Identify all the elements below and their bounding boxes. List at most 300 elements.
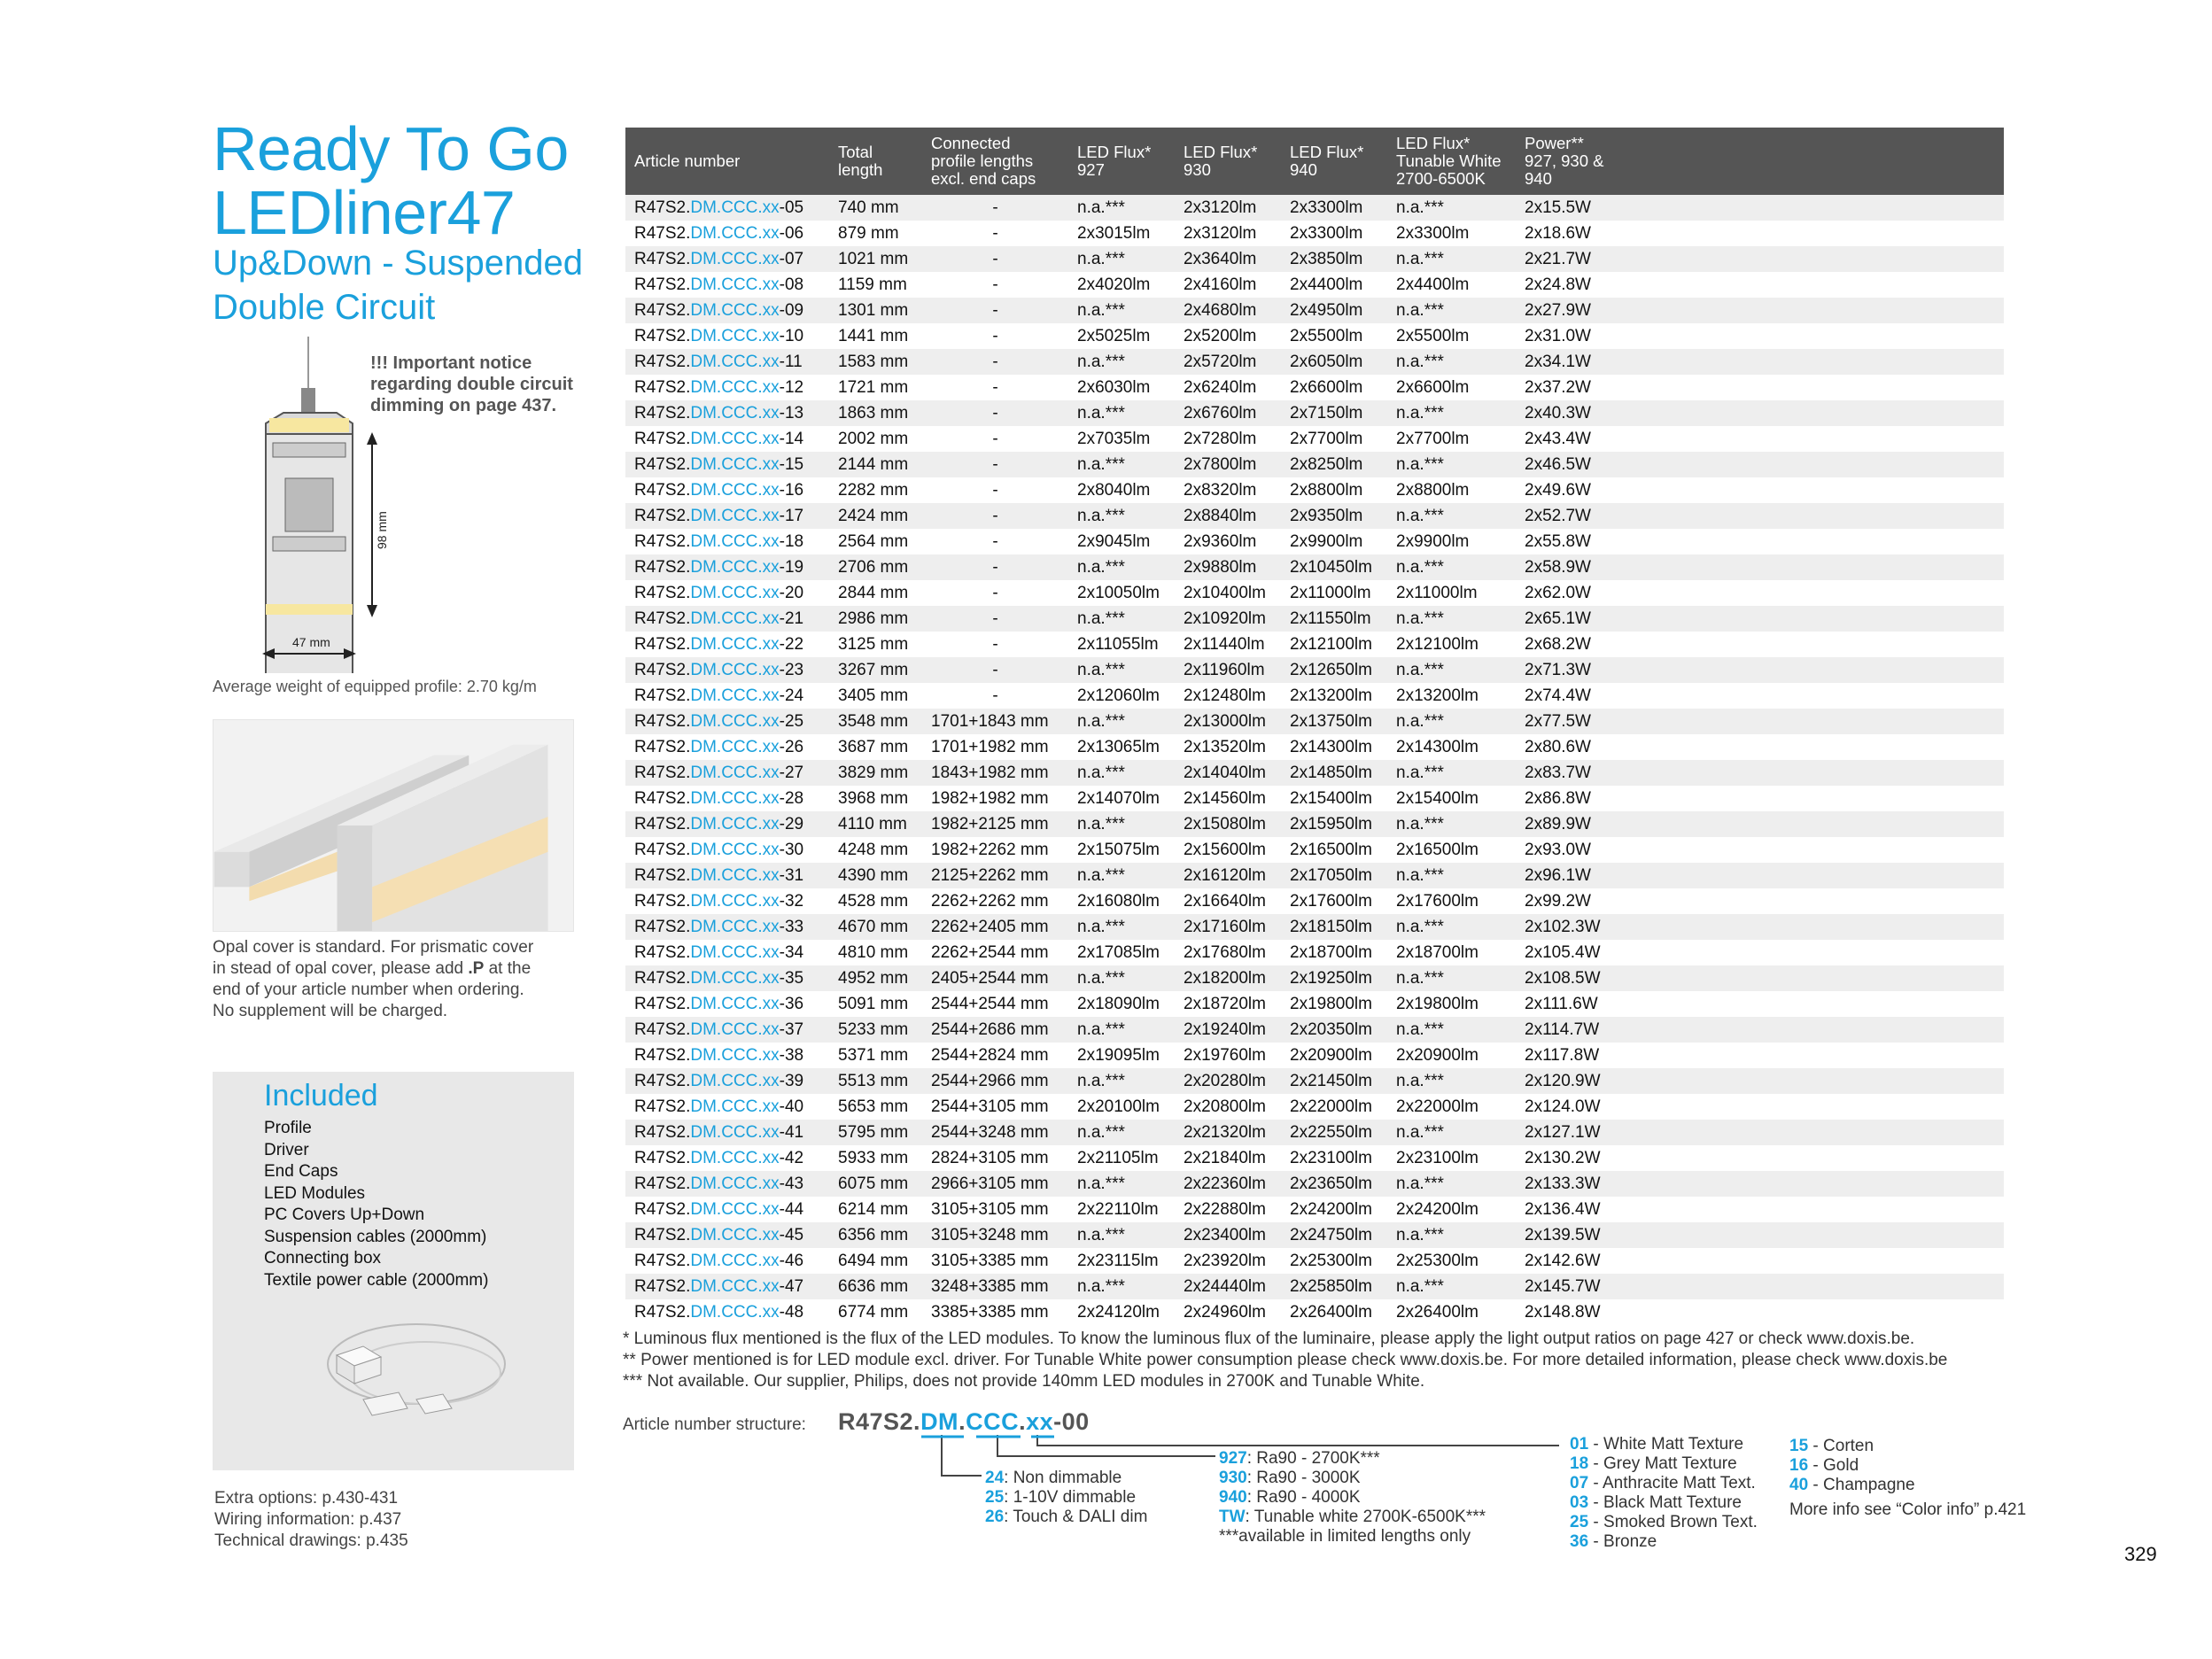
- header-length: Total length: [829, 128, 922, 195]
- cell-article: R47S2.DM.CCC.xx-28: [625, 786, 829, 811]
- cell-length: 2424 mm: [829, 503, 922, 529]
- cell-flux-940: 2x4950lm: [1281, 298, 1387, 323]
- cell-connected: -: [922, 683, 1068, 709]
- cell-power: 2x142.6W: [1516, 1248, 2004, 1274]
- table-row: [625, 477, 2004, 503]
- cell-power: 2x83.7W: [1516, 760, 2004, 786]
- cell-connected: 2544+2824 mm: [922, 1043, 1068, 1068]
- table-row: [625, 503, 2004, 529]
- cell-connected: 2405+2544 mm: [922, 965, 1068, 991]
- cell-connected: 2544+3105 mm: [922, 1094, 1068, 1120]
- table-row: [625, 400, 2004, 426]
- cell-length: 4390 mm: [829, 863, 922, 888]
- cell-flux-930: 2x9880lm: [1175, 554, 1281, 580]
- cell-connected: 2544+3248 mm: [922, 1120, 1068, 1145]
- table-row: [625, 323, 2004, 349]
- cell-flux-940: 2x5500lm: [1281, 323, 1387, 349]
- dimming-legend: [985, 1469, 1147, 1527]
- cell-length: 3548 mm: [829, 709, 922, 734]
- cell-flux-tw: n.a.***: [1387, 1120, 1516, 1145]
- cell-length: 2844 mm: [829, 580, 922, 606]
- included-item: Textile power cable (2000mm): [264, 1270, 489, 1290]
- cell-flux-tw: n.a.***: [1387, 452, 1516, 477]
- cell-flux-tw: n.a.***: [1387, 298, 1516, 323]
- cell-connected: 1843+1982 mm: [922, 760, 1068, 786]
- cell-connected: -: [922, 195, 1068, 221]
- cell-flux-927: 2x22110lm: [1068, 1197, 1175, 1222]
- cell-length: 5091 mm: [829, 991, 922, 1017]
- cell-length: 3829 mm: [829, 760, 922, 786]
- cell-flux-tw: n.a.***: [1387, 606, 1516, 632]
- table-row: [625, 606, 2004, 632]
- cell-flux-tw: n.a.***: [1387, 965, 1516, 991]
- cell-flux-940: 2x3300lm: [1281, 195, 1387, 221]
- cell-power: 2x52.7W: [1516, 503, 2004, 529]
- cell-power: 2x139.5W: [1516, 1222, 2004, 1248]
- cell-power: 2x133.3W: [1516, 1171, 2004, 1197]
- table-row: [625, 1043, 2004, 1068]
- table-header-row: [625, 128, 2004, 195]
- cell-flux-927: n.a.***: [1068, 298, 1175, 323]
- cell-power: 2x86.8W: [1516, 786, 2004, 811]
- cell-connected: -: [922, 400, 1068, 426]
- header-article: Article number: [625, 128, 829, 195]
- included-item: End Caps: [264, 1162, 338, 1181]
- cell-power: 2x74.4W: [1516, 683, 2004, 709]
- cell-connected: 3385+3385 mm: [922, 1299, 1068, 1325]
- cell-length: 1159 mm: [829, 272, 922, 298]
- code-color: xx: [1026, 1408, 1054, 1435]
- cell-flux-930: 2x5720lm: [1175, 349, 1281, 375]
- cell-flux-930: 2x11440lm: [1175, 632, 1281, 657]
- cell-flux-930: 2x3640lm: [1175, 246, 1281, 272]
- cell-connected: 2262+2405 mm: [922, 914, 1068, 940]
- included-title: Included: [264, 1079, 378, 1112]
- legend-note: ***available in limited lengths only: [1219, 1527, 1471, 1546]
- cell-article: R47S2.DM.CCC.xx-36: [625, 991, 829, 1017]
- cell-length: 879 mm: [829, 221, 922, 246]
- page-number: 329: [2124, 1543, 2157, 1565]
- cell-flux-927: 2x12060lm: [1068, 683, 1175, 709]
- cell-flux-tw: n.a.***: [1387, 863, 1516, 888]
- cell-article: R47S2.DM.CCC.xx-07: [625, 246, 829, 272]
- cell-length: 5653 mm: [829, 1094, 922, 1120]
- cell-flux-940: 2x7150lm: [1281, 400, 1387, 426]
- cell-flux-940: 2x23100lm: [1281, 1145, 1387, 1171]
- cell-flux-940: 2x9900lm: [1281, 529, 1387, 554]
- cell-connected: 1701+1982 mm: [922, 734, 1068, 760]
- cell-flux-tw: n.a.***: [1387, 760, 1516, 786]
- cell-flux-930: 2x24960lm: [1175, 1299, 1281, 1325]
- included-item: Driver: [264, 1140, 309, 1159]
- cell-connected: -: [922, 349, 1068, 375]
- cell-flux-tw: 2x24200lm: [1387, 1197, 1516, 1222]
- cell-connected: -: [922, 452, 1068, 477]
- header-power: Power** 927, 930 & 940: [1516, 128, 2004, 195]
- cell-flux-tw: 2x9900lm: [1387, 529, 1516, 554]
- cell-flux-940: 2x26400lm: [1281, 1299, 1387, 1325]
- cell-article: R47S2.DM.CCC.xx-42: [625, 1145, 829, 1171]
- cell-connected: 2262+2544 mm: [922, 940, 1068, 965]
- cell-flux-tw: n.a.***: [1387, 349, 1516, 375]
- cell-flux-930: 2x20800lm: [1175, 1094, 1281, 1120]
- cell-connected: -: [922, 477, 1068, 503]
- cell-flux-927: n.a.***: [1068, 1274, 1175, 1299]
- cell-flux-tw: 2x14300lm: [1387, 734, 1516, 760]
- cell-length: 1021 mm: [829, 246, 922, 272]
- cell-power: 2x55.8W: [1516, 529, 2004, 554]
- cell-flux-930: 2x8320lm: [1175, 477, 1281, 503]
- cell-connected: 1982+1982 mm: [922, 786, 1068, 811]
- table-row: [625, 760, 2004, 786]
- opal-cover-note: Opal cover is standard. For prismatic cover in stead of opal cover, please add .P at the end of your article number when ordering. No supplement will be charged.: [213, 938, 534, 1020]
- prismatic-suffix: .P: [468, 959, 485, 978]
- cell-flux-927: n.a.***: [1068, 349, 1175, 375]
- cell-article: R47S2.DM.CCC.xx-33: [625, 914, 829, 940]
- cell-flux-930: 2x13000lm: [1175, 709, 1281, 734]
- cell-flux-940: 2x20900lm: [1281, 1043, 1387, 1068]
- color-legend-1: [1570, 1435, 1758, 1552]
- table-row: [625, 221, 2004, 246]
- cell-flux-927: 2x4020lm: [1068, 272, 1175, 298]
- cell-flux-tw: 2x3300lm: [1387, 221, 1516, 246]
- cell-power: 2x34.1W: [1516, 349, 2004, 375]
- extra-options: Extra options: p.430-431 Wiring information: p.437 Technical drawings: p.435: [214, 1489, 408, 1550]
- cell-connected: 2544+2686 mm: [922, 1017, 1068, 1043]
- footnotes: [623, 1329, 1947, 1392]
- cell-article: R47S2.DM.CCC.xx-25: [625, 709, 829, 734]
- weight-note: Average weight of equipped profile: 2.70 kg/m: [213, 678, 537, 695]
- subtitle-line-2: Double Circuit: [213, 288, 436, 327]
- cell-length: 2706 mm: [829, 554, 922, 580]
- cell-flux-927: n.a.***: [1068, 811, 1175, 837]
- cell-flux-927: n.a.***: [1068, 760, 1175, 786]
- cell-article: R47S2.DM.CCC.xx-20: [625, 580, 829, 606]
- cell-flux-927: n.a.***: [1068, 452, 1175, 477]
- cell-flux-940: 2x25850lm: [1281, 1274, 1387, 1299]
- table-row: [625, 1274, 2004, 1299]
- cell-flux-tw: n.a.***: [1387, 400, 1516, 426]
- cell-article: R47S2.DM.CCC.xx-29: [625, 811, 829, 837]
- cell-flux-940: 2x13750lm: [1281, 709, 1387, 734]
- cell-flux-927: 2x23115lm: [1068, 1248, 1175, 1274]
- table-row: [625, 1222, 2004, 1248]
- cell-flux-927: n.a.***: [1068, 965, 1175, 991]
- cell-flux-930: 2x21320lm: [1175, 1120, 1281, 1145]
- cell-article: R47S2.DM.CCC.xx-37: [625, 1017, 829, 1043]
- cell-flux-927: n.a.***: [1068, 1068, 1175, 1094]
- table-row: [625, 863, 2004, 888]
- header-connected: Connected profile lengths excl. end caps: [922, 128, 1068, 195]
- cell-power: 2x18.6W: [1516, 221, 2004, 246]
- cell-length: 6494 mm: [829, 1248, 922, 1274]
- cell-connected: -: [922, 554, 1068, 580]
- cell-length: 4110 mm: [829, 811, 922, 837]
- cell-flux-927: n.a.***: [1068, 1017, 1175, 1043]
- cell-article: R47S2.DM.CCC.xx-27: [625, 760, 829, 786]
- cell-flux-930: 2x23920lm: [1175, 1248, 1281, 1274]
- cell-flux-927: 2x7035lm: [1068, 426, 1175, 452]
- included-item: Profile: [264, 1119, 312, 1137]
- cell-connected: 2262+2262 mm: [922, 888, 1068, 914]
- footnote: *** Not available. Our supplier, Philips, does not provide 140mm LED modules in 2700K and Tunable White.: [623, 1372, 1425, 1391]
- cell-flux-940: 2x3850lm: [1281, 246, 1387, 272]
- height-dimension-label: 98 mm: [375, 511, 389, 549]
- cell-length: 6356 mm: [829, 1222, 922, 1248]
- cell-length: 1441 mm: [829, 323, 922, 349]
- cell-flux-930: 2x23400lm: [1175, 1222, 1281, 1248]
- table-row: [625, 1171, 2004, 1197]
- cell-flux-930: 2x10400lm: [1175, 580, 1281, 606]
- cell-flux-940: 2x24200lm: [1281, 1197, 1387, 1222]
- cell-length: 4528 mm: [829, 888, 922, 914]
- important-notice: !!! Important notice regarding double circuit dimming on page 437.: [370, 353, 573, 415]
- cell-flux-930: 2x18720lm: [1175, 991, 1281, 1017]
- cell-flux-930: 2x14040lm: [1175, 760, 1281, 786]
- cell-flux-940: 2x22000lm: [1281, 1094, 1387, 1120]
- table-row: [625, 580, 2004, 606]
- cell-flux-927: 2x20100lm: [1068, 1094, 1175, 1120]
- cell-power: 2x114.7W: [1516, 1017, 2004, 1043]
- cell-power: 2x21.7W: [1516, 246, 2004, 272]
- cell-length: 740 mm: [829, 195, 922, 221]
- cell-length: 1721 mm: [829, 375, 922, 400]
- cell-flux-927: 2x8040lm: [1068, 477, 1175, 503]
- cell-flux-927: n.a.***: [1068, 1171, 1175, 1197]
- table-row: [625, 452, 2004, 477]
- cell-article: R47S2.DM.CCC.xx-45: [625, 1222, 829, 1248]
- cell-connected: -: [922, 323, 1068, 349]
- cell-article: R47S2.DM.CCC.xx-19: [625, 554, 829, 580]
- included-item: Suspension cables (2000mm): [264, 1227, 487, 1246]
- cell-power: 2x111.6W: [1516, 991, 2004, 1017]
- legend-item: 36 - Bronze: [1570, 1532, 1657, 1551]
- cell-flux-tw: n.a.***: [1387, 1171, 1516, 1197]
- cell-connected: -: [922, 529, 1068, 554]
- cell-flux-927: n.a.***: [1068, 709, 1175, 734]
- cell-flux-940: 2x21450lm: [1281, 1068, 1387, 1094]
- cell-flux-930: 2x17680lm: [1175, 940, 1281, 965]
- table-row: [625, 1094, 2004, 1120]
- table-row: [625, 683, 2004, 709]
- cell-power: 2x37.2W: [1516, 375, 2004, 400]
- cell-article: R47S2.DM.CCC.xx-46: [625, 1248, 829, 1274]
- cell-flux-930: 2x16640lm: [1175, 888, 1281, 914]
- cell-power: 2x148.8W: [1516, 1299, 2004, 1325]
- cell-flux-927: 2x16080lm: [1068, 888, 1175, 914]
- cell-power: 2x96.1W: [1516, 863, 2004, 888]
- cell-flux-940: 2x9350lm: [1281, 503, 1387, 529]
- cell-flux-940: 2x8800lm: [1281, 477, 1387, 503]
- cell-flux-tw: 2x26400lm: [1387, 1299, 1516, 1325]
- cell-flux-930: 2x21840lm: [1175, 1145, 1281, 1171]
- legend-item: 25: 1-10V dimmable: [985, 1488, 1137, 1507]
- table-row: [625, 529, 2004, 554]
- cell-flux-940: 2x17050lm: [1281, 863, 1387, 888]
- cell-connected: -: [922, 657, 1068, 683]
- table-row: [625, 734, 2004, 760]
- cell-article: R47S2.DM.CCC.xx-06: [625, 221, 829, 246]
- accessories-image: [283, 1311, 514, 1444]
- cell-flux-927: n.a.***: [1068, 503, 1175, 529]
- cell-flux-tw: 2x25300lm: [1387, 1248, 1516, 1274]
- cell-flux-930: 2x19760lm: [1175, 1043, 1281, 1068]
- cell-power: 2x43.4W: [1516, 426, 2004, 452]
- cell-article: R47S2.DM.CCC.xx-32: [625, 888, 829, 914]
- cell-flux-927: 2x13065lm: [1068, 734, 1175, 760]
- cell-flux-930: 2x16120lm: [1175, 863, 1281, 888]
- cell-connected: 2824+3105 mm: [922, 1145, 1068, 1171]
- cell-power: 2x136.4W: [1516, 1197, 2004, 1222]
- cell-connected: -: [922, 632, 1068, 657]
- table-row: [625, 940, 2004, 965]
- cell-flux-tw: n.a.***: [1387, 1274, 1516, 1299]
- header-flux-927: LED Flux* 927: [1068, 128, 1175, 195]
- cell-flux-930: 2x19240lm: [1175, 1017, 1281, 1043]
- cell-length: 5513 mm: [829, 1068, 922, 1094]
- header-flux-tw: LED Flux* Tunable White 2700-6500K: [1387, 128, 1516, 195]
- table-row: [625, 837, 2004, 863]
- cell-connected: 3105+3105 mm: [922, 1197, 1068, 1222]
- cell-flux-tw: n.a.***: [1387, 554, 1516, 580]
- cell-length: 3968 mm: [829, 786, 922, 811]
- cell-flux-940: 2x24750lm: [1281, 1222, 1387, 1248]
- cell-article: R47S2.DM.CCC.xx-22: [625, 632, 829, 657]
- spec-table: [625, 128, 2004, 1325]
- cell-article: R47S2.DM.CCC.xx-09: [625, 298, 829, 323]
- cell-article: R47S2.DM.CCC.xx-34: [625, 940, 829, 965]
- cell-flux-930: 2x3120lm: [1175, 195, 1281, 221]
- cell-flux-940: 2x14300lm: [1281, 734, 1387, 760]
- cell-flux-927: n.a.***: [1068, 657, 1175, 683]
- cell-length: 1301 mm: [829, 298, 922, 323]
- cell-length: 6774 mm: [829, 1299, 922, 1325]
- table-row: [625, 1248, 2004, 1274]
- cell-power: 2x102.3W: [1516, 914, 2004, 940]
- cell-power: 2x89.9W: [1516, 811, 2004, 837]
- cell-flux-927: n.a.***: [1068, 246, 1175, 272]
- cell-length: 3267 mm: [829, 657, 922, 683]
- cell-article: R47S2.DM.CCC.xx-11: [625, 349, 829, 375]
- cell-connected: 1982+2125 mm: [922, 811, 1068, 837]
- cell-power: 2x24.8W: [1516, 272, 2004, 298]
- table-row: [625, 1145, 2004, 1171]
- cell-flux-940: 2x25300lm: [1281, 1248, 1387, 1274]
- cell-connected: -: [922, 503, 1068, 529]
- cell-flux-940: 2x23650lm: [1281, 1171, 1387, 1197]
- cell-power: 2x108.5W: [1516, 965, 2004, 991]
- cell-length: 2002 mm: [829, 426, 922, 452]
- cell-length: 1863 mm: [829, 400, 922, 426]
- cell-flux-940: 2x15950lm: [1281, 811, 1387, 837]
- legend-item: 03 - Black Matt Texture: [1570, 1493, 1742, 1512]
- code-dimming: DM: [920, 1408, 959, 1435]
- legend-note: More info see “Color info” p.421: [1789, 1500, 2027, 1519]
- cell-connected: -: [922, 606, 1068, 632]
- cell-connected: 1982+2262 mm: [922, 837, 1068, 863]
- cell-article: R47S2.DM.CCC.xx-08: [625, 272, 829, 298]
- included-list: [264, 1118, 488, 1291]
- cell-article: R47S2.DM.CCC.xx-21: [625, 606, 829, 632]
- included-item: Connecting box: [264, 1249, 382, 1268]
- included-item: LED Modules: [264, 1183, 366, 1203]
- cell-length: 2144 mm: [829, 452, 922, 477]
- cell-flux-930: 2x7280lm: [1175, 426, 1281, 452]
- cell-article: R47S2.DM.CCC.xx-05: [625, 195, 829, 221]
- table-row: [625, 965, 2004, 991]
- table-row: [625, 246, 2004, 272]
- cell-connected: 3105+3385 mm: [922, 1248, 1068, 1274]
- cell-flux-930: 2x13520lm: [1175, 734, 1281, 760]
- cell-flux-tw: 2x6600lm: [1387, 375, 1516, 400]
- cell-flux-940: 2x15400lm: [1281, 786, 1387, 811]
- cell-length: 2564 mm: [829, 529, 922, 554]
- cell-length: 1583 mm: [829, 349, 922, 375]
- cell-article: R47S2.DM.CCC.xx-38: [625, 1043, 829, 1068]
- cell-flux-940: 2x17600lm: [1281, 888, 1387, 914]
- cell-flux-tw: n.a.***: [1387, 657, 1516, 683]
- cell-flux-927: 2x18090lm: [1068, 991, 1175, 1017]
- table-row: [625, 1068, 2004, 1094]
- cell-article: R47S2.DM.CCC.xx-15: [625, 452, 829, 477]
- footnote: * Luminous flux mentioned is the flux of the LED modules. To know the luminous flux of the luminaire, please apply the light output ratios on page 427 or check www.doxis.be.: [623, 1330, 1915, 1348]
- cell-length: 3687 mm: [829, 734, 922, 760]
- cell-flux-tw: 2x22000lm: [1387, 1094, 1516, 1120]
- product-photo: [213, 719, 574, 932]
- cell-flux-tw: 2x23100lm: [1387, 1145, 1516, 1171]
- cell-flux-940: 2x16500lm: [1281, 837, 1387, 863]
- cell-power: 2x145.7W: [1516, 1274, 2004, 1299]
- table-row: [625, 272, 2004, 298]
- table-row: [625, 1197, 2004, 1222]
- cell-connected: 3105+3248 mm: [922, 1222, 1068, 1248]
- page-title: [213, 114, 569, 247]
- title-line-2: LEDliner47: [213, 178, 516, 247]
- legend-item: 24: Non dimmable: [985, 1469, 1122, 1487]
- cell-flux-tw: 2x17600lm: [1387, 888, 1516, 914]
- cell-flux-927: n.a.***: [1068, 1120, 1175, 1145]
- cell-length: 2986 mm: [829, 606, 922, 632]
- cell-flux-tw: 2x18700lm: [1387, 940, 1516, 965]
- cell-flux-tw: 2x7700lm: [1387, 426, 1516, 452]
- cell-article: R47S2.DM.CCC.xx-13: [625, 400, 829, 426]
- legend-item: 25 - Smoked Brown Text.: [1570, 1513, 1758, 1531]
- cell-flux-940: 2x3300lm: [1281, 221, 1387, 246]
- title-line-1: Ready To Go: [213, 114, 569, 183]
- cell-length: 4670 mm: [829, 914, 922, 940]
- legend-item: 40 - Champagne: [1789, 1476, 1915, 1494]
- cell-length: 5795 mm: [829, 1120, 922, 1145]
- spec-table-body: [625, 195, 2004, 1325]
- cell-flux-927: n.a.***: [1068, 554, 1175, 580]
- cell-length: 6214 mm: [829, 1197, 922, 1222]
- table-row: [625, 195, 2004, 221]
- cell-length: 3405 mm: [829, 683, 922, 709]
- cell-flux-927: 2x3015lm: [1068, 221, 1175, 246]
- cell-flux-tw: n.a.***: [1387, 914, 1516, 940]
- cell-flux-930: 2x9360lm: [1175, 529, 1281, 554]
- cell-flux-940: 2x10450lm: [1281, 554, 1387, 580]
- cell-flux-930: 2x15600lm: [1175, 837, 1281, 863]
- cell-flux-927: 2x10050lm: [1068, 580, 1175, 606]
- cell-flux-tw: 2x19800lm: [1387, 991, 1516, 1017]
- cell-flux-927: 2x24120lm: [1068, 1299, 1175, 1325]
- legend-item: 930: Ra90 - 3000K: [1219, 1469, 1361, 1487]
- cell-connected: -: [922, 272, 1068, 298]
- cell-flux-tw: 2x11000lm: [1387, 580, 1516, 606]
- cell-flux-940: 2x6050lm: [1281, 349, 1387, 375]
- cell-flux-tw: n.a.***: [1387, 503, 1516, 529]
